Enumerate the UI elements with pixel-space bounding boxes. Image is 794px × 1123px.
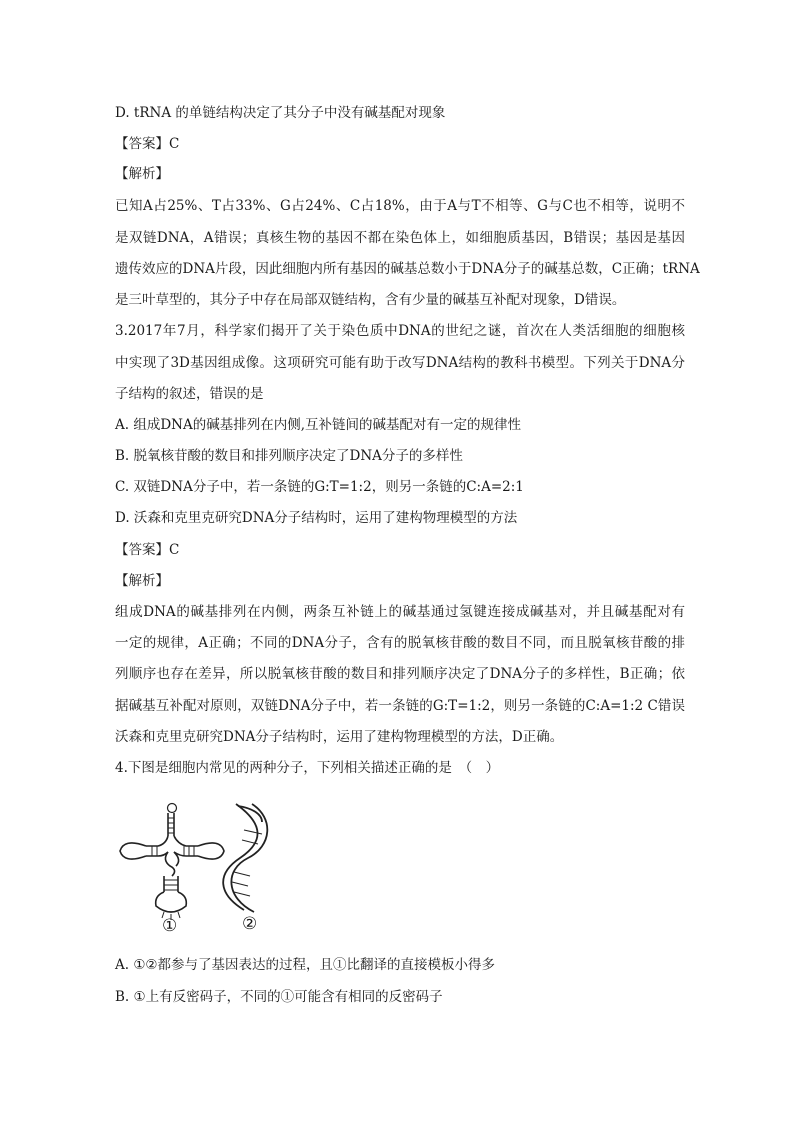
q3-option-a: A. 组成DNA的碱基排列在内侧,互补链间的碱基配对有一定的规律性 bbox=[115, 417, 522, 433]
q3-option-c: C. 双链DNA分子中，若一条链的G:T=1:2，则另一条链的C:A=2:1 bbox=[115, 479, 524, 495]
dna-double-helix bbox=[223, 804, 267, 912]
q2-analysis-line: 是双链DNA，A错误；真核生物的基因不都在染色体上，如细胞质基因，B错误；基因是基因 bbox=[115, 230, 685, 246]
q3-analysis-line: 列顺序也存在差异，所以脱氧核苷酸的数目和排列顺序决定了DNA分子的多样性，B正确；依 bbox=[115, 666, 685, 682]
q3-option-b: B. 脱氧核苷酸的数目和排列顺序决定了DNA分子的多样性 bbox=[115, 448, 463, 464]
q2-analysis-heading: 【解析】 bbox=[115, 166, 169, 182]
q3-analysis-line: 据碱基互补配对原则，双链DNA分子中，若一条链的G:T=1:2，则另一条链的C:A=1:2 C错误 bbox=[115, 698, 685, 714]
q3-stem-line: 3.2017年7月，科学家们揭开了关于染色质中DNA的世纪之谜，首次在人类活细胞的细胞核 bbox=[115, 323, 685, 339]
q3-option-d: D. 沃森和克里克研究DNA分子结构时，运用了建构物理模型的方法 bbox=[115, 510, 518, 526]
molecule-figure bbox=[112, 800, 282, 938]
trna-cloverleaf bbox=[120, 804, 224, 921]
q3-answer: 【答案】C bbox=[115, 542, 180, 558]
figure-label-1: ① bbox=[162, 916, 178, 936]
q2-analysis-line: 是三叶草型的，其分子中存在局部双链结构，含有少量的碱基互补配对现象，D错误。 bbox=[115, 292, 626, 308]
q4-stem: 4.下图是细胞内常见的两种分子，下列相关描述正确的是 （ ） bbox=[115, 760, 500, 776]
q2-option-d: D. tRNA 的单链结构决定了其分子中没有碱基配对现象 bbox=[115, 105, 446, 121]
q4-option-a: A. ①②都参与了基因表达的过程，且①比翻译的直接模板小得多 bbox=[115, 957, 496, 973]
q3-analysis-line: 一定的规律，A正确；不同的DNA分子，含有的脱氧核苷酸的数目不同，而且脱氧核苷酸的排 bbox=[115, 635, 685, 651]
q2-analysis-line: 已知A占25%、T占33%、G占24%、C占18%，由于A与T不相等、G与C也不相等，说明不 bbox=[115, 198, 685, 214]
q3-stem-line: 子结构的叙述，错误的是 bbox=[115, 386, 264, 402]
q3-analysis-heading: 【解析】 bbox=[115, 573, 169, 589]
figure-label-2: ② bbox=[242, 914, 258, 934]
q2-answer: 【答案】C bbox=[115, 136, 180, 152]
q4-option-b: B. ①上有反密码子，不同的①可能含有相同的反密码子 bbox=[115, 989, 443, 1005]
q3-stem-line: 中实现了3D基因组成像。这项研究可能有助于改写DNA结构的教科书模型。下列关于DNA分 bbox=[115, 355, 685, 371]
q2-analysis-line: 遗传效应的DNA片段，因此细胞内所有基因的碱基总数小于DNA分子的碱基总数，C正确；tRNA bbox=[115, 261, 700, 277]
q3-analysis-line: 组成DNA的碱基排列在内侧，两条互补链上的碱基通过氢键连接成碱基对，并且碱基配对有 bbox=[115, 604, 685, 620]
q3-analysis-line: 沃森和克里克研究DNA分子结构时，运用了建构物理模型的方法，D正确。 bbox=[115, 729, 564, 745]
